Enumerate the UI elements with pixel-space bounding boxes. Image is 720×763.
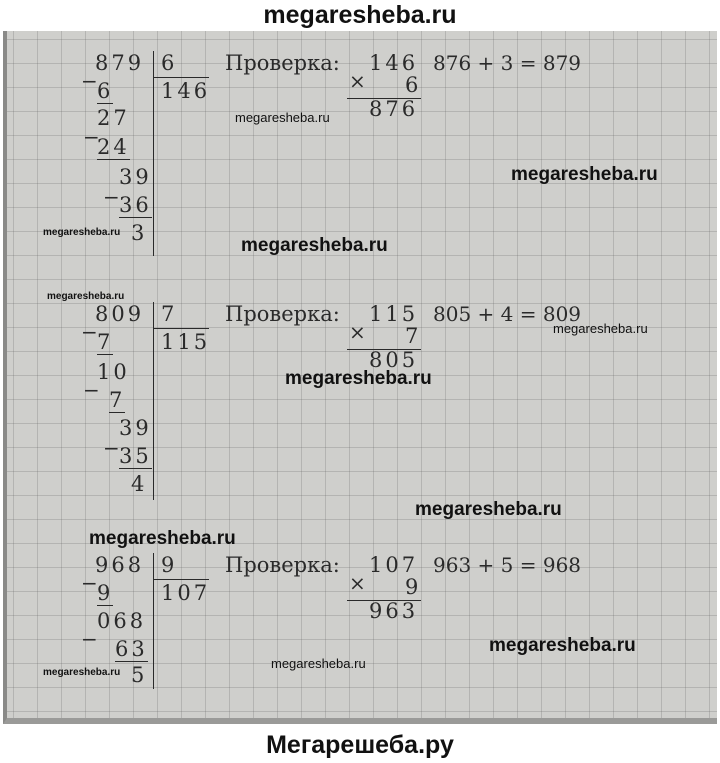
multiply-sign: × (349, 69, 366, 93)
divisor: 6 (161, 51, 178, 75)
check-factor: 115 (369, 302, 419, 326)
check-product: 963 (369, 599, 419, 623)
dividend: 968 (95, 553, 145, 577)
site-header: megaresheba.ru (263, 1, 457, 29)
division-bracket-horizontal (153, 579, 209, 580)
subtrahend: 9 (97, 581, 114, 605)
divisor: 9 (161, 553, 178, 577)
division-bracket-vertical (153, 302, 154, 500)
final-remainder: 5 (131, 663, 148, 687)
watermark: megaresheba.ru (43, 667, 121, 678)
watermark: megaresheba.ru (285, 368, 432, 389)
watermark: megaresheba.ru (89, 528, 236, 549)
divisor: 7 (161, 302, 178, 326)
quotient: 115 (161, 330, 211, 354)
remainder: 39 (119, 416, 152, 440)
minus-sign: − (81, 627, 98, 651)
check-label: Проверка: (225, 553, 340, 577)
remainder: 10 (97, 360, 130, 384)
division-bracket-horizontal (153, 328, 209, 329)
watermark: megaresheba.ru (271, 656, 366, 671)
subtrahend: 35 (119, 444, 152, 468)
watermark: megaresheba.ru (43, 227, 121, 238)
check-label: Проверка: (225, 51, 340, 75)
watermark: megaresheba.ru (415, 499, 562, 520)
check-equation: 805 + 4 = 809 (433, 302, 582, 326)
watermark: megaresheba.ru (489, 635, 636, 656)
site-footer: Мегарешеба.ру (266, 731, 454, 759)
dividend: 879 (95, 51, 145, 75)
division-bracket-vertical (153, 553, 154, 689)
check-factor: 107 (369, 553, 419, 577)
quotient: 107 (161, 581, 211, 605)
final-remainder: 3 (131, 221, 148, 245)
division-bracket-horizontal (153, 77, 209, 78)
minus-sign: − (81, 320, 98, 344)
multiply-sign: × (349, 320, 366, 344)
remainder: 068 (97, 609, 147, 633)
remainder: 39 (119, 165, 152, 189)
check-multiplier: 9 (405, 575, 422, 599)
check-equation: 876 + 3 = 879 (433, 51, 582, 75)
check-multiplier: 6 (405, 73, 422, 97)
final-remainder: 4 (131, 472, 148, 496)
check-multiplier: 7 (405, 324, 422, 348)
subtrahend: 36 (119, 193, 152, 217)
minus-sign: − (103, 436, 120, 460)
watermark: megaresheba.ru (511, 164, 658, 185)
check-equation: 963 + 5 = 968 (433, 553, 582, 577)
minus-sign: − (81, 571, 98, 595)
math-worksheet (3, 31, 717, 724)
check-factor: 146 (369, 51, 419, 75)
remainder: 27 (97, 106, 130, 130)
check-label: Проверка: (225, 302, 340, 326)
subtrahend: 7 (109, 388, 126, 412)
division-bracket-vertical (153, 51, 154, 256)
watermark: megaresheba.ru (553, 321, 648, 336)
subtrahend: 7 (97, 330, 114, 354)
check-product: 805 (369, 348, 419, 372)
watermark: megaresheba.ru (235, 110, 330, 125)
check-product: 876 (369, 97, 419, 121)
minus-sign: − (83, 378, 100, 402)
minus-sign: − (103, 185, 120, 209)
dividend: 809 (95, 302, 145, 326)
minus-sign: − (83, 125, 100, 149)
watermark: megaresheba.ru (241, 235, 388, 256)
minus-sign: − (81, 69, 98, 93)
subtrahend: 6 (97, 79, 114, 103)
subtrahend: 63 (115, 637, 148, 661)
watermark: megaresheba.ru (47, 291, 125, 302)
subtrahend: 24 (97, 135, 130, 159)
multiply-sign: × (349, 571, 366, 595)
quotient: 146 (161, 79, 211, 103)
